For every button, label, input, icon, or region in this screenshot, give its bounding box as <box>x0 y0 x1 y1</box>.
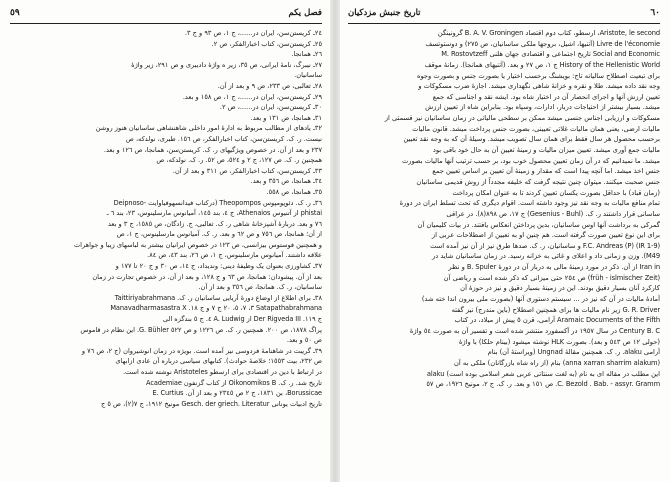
text-line: ٢٥ـ کریستن‌سن، کتاب اخبارالفکر، ص ٢. <box>211 39 322 48</box>
text-line: ٣٢ـ یادهای از مطالب مربوط به ادارهٔ امور داخلی شاهنشاهی ساسانیان هنوز روشن <box>95 124 322 133</box>
right-header-rule <box>348 23 660 24</box>
text-line: ٣٥ـ همانجا، ص ٥٥٨. <box>266 187 322 196</box>
text-line: ٢٩ـ کریستن‌سن، ایران در......، ج ١، ص ١٥٨ و بعد. <box>182 92 322 101</box>
text-line: History of the Hellenistic World ج ١، ص ٢٧ و بعد. (آتنیهای همانجا). زمانهٔ موقف <box>424 60 660 69</box>
text-line: ٣٦ـ ر. ک. دئوپومپوس Theopompos (درکتاب فیدانسهوفیاوایت -Deipnoso <box>113 198 322 207</box>
text-line: برحسب محصول هر سال فقط برای همان سال تصویب میشد. وسیلهٔ آن که به وجه نقد تعیین <box>403 135 660 144</box>
text-line: ساسانیان. <box>294 71 322 80</box>
text-line: تعیین ارزش آنها و اجرای انحصار آن در اختیار شاه بود. ایشه نقد و اجناسی که جمع <box>432 92 660 101</box>
text-line: تاریخ ادبیات یونانی Gesch. der griech. Literatur مونیخ ١٩١٢، ج ٧(٢)، ص ٥ ج <box>101 399 322 408</box>
text-line: ٣٠ـ کریستن‌سن، ایران در......، ص ٢. <box>219 103 322 112</box>
text-line: Livre de l'économie (آتنیها، اشیل، بروجها ملکی ساسانیان، ص ٢٧٥) و دوستوتسف <box>425 39 660 48</box>
text-line: از آن؛ همانجا، ص ٧٥٦ و ص ٦٢ و بعد. ر. ک. آمیانوس مارسلینوس، ج ١، ص <box>116 230 322 239</box>
text-line: آمادهٔ مالیات در آن که نیز در ... سیستم دستوری آنها (بصورت ملی بیرون اندا خته شد) <box>421 295 660 304</box>
right-page <box>340 0 670 482</box>
text-line: تمام منافع مالیات به وجه نقد نیز وجود داشته است. اقوام دیگری که تحت تسلط ایران در دورهٔ <box>399 199 660 208</box>
text-line: علاقه داشتند. آمیانوس مارسلینوس، ج ١، ص ٢٦، بند ٤٣، ص ٨٤. <box>147 251 322 260</box>
text-line: بعد از آن. پیشودان: همانجا، ص ٦٣ و ج ١٢٨، و بعد از آن. در خصوص تجارت در زمان <box>92 272 322 281</box>
text-line: ٧٦ و بعد. دربارهٔ آشپزخانهٔ شاهی ر. ک. ثعالبی، ج. زادگان، ص ١٥٨٥، ج ٣ و بعد <box>107 219 322 228</box>
text-line: در ارتباط با دین در اقتصادی برای ارسطو Aristoteles نوشته شده است. <box>122 368 322 376</box>
left-page-number: ٥٩ <box>10 8 20 18</box>
text-line: آرامی alaku. ر. ک. همچنین مقالهٔ Ungnad (ویراستهٔ آن) بنام <box>487 348 660 357</box>
text-line: ٢٤ـ کریستن‌سن، ایران در......، ج ١، ص ٩٣ و ج ٣. <box>184 29 322 37</box>
text-line: برای تبعیت اصطلاح سالیانه تاج: بویشنگ برحسب اختیار یا بصورت جنس و بصورت وجوه <box>416 71 660 80</box>
text-line: میشد. بسیار بیشتر از احتیاجات دربار، ادارات، وسپاه بود. بنابراین شاه از تعیین ارزش <box>425 103 660 112</box>
text-line: نیست. ر. ک. کریستن‌سن، کتاب اخبارالفکر، ص ١٥٦. طبری، نولدکه، ص <box>125 134 322 143</box>
text-line: Satapathabrahmana ٣، ٧، ٥، ٢٠ ج ٧ و ج ١٨. Manavadharmasastra X <box>110 304 322 313</box>
right-page-header <box>348 6 660 20</box>
left-running-head: فصل یکم <box>288 8 322 18</box>
text-line: مسکوکات و ارزیابی اجناس جنسی میشد ممکن بر سطحی مالیاتی در زمان ساسانیان نیز قسمتی از <box>384 114 660 123</box>
text-line: Century B. C در سال ١٩٥٧ در آکسفورد منتشر شده است و تفسیر آن به صورت ٥٤ واژهٔ <box>409 326 660 335</box>
text-line: Borussicae، بن ١٨٣١، ج ٢ ص ٢٣٤٥ و بعد از آن. E. Curtius <box>152 389 322 398</box>
text-line: مالیات جمع آوری میشد. تعیین میزان مالیات و زمینهٔ تعیین آن به حال خود باقی بود <box>432 146 660 155</box>
text-line: کارکرد آنان بسیار دقیق بودند. این در زمینهٔ بسیار دقیق و نیز در حوزهٔ آن <box>460 284 660 293</box>
text-line: ٣٩ـ گریبت در شاهنامهٔ فردوسی نیز آمده است. بویژه در زمان انوشیروان (ج ٢، ص ٧٦ و <box>81 346 322 355</box>
text-line: گمرکی به برداشت آنها اوس ساسانیان، بدین پرداختن انعکاس یافتند. در بیات کلیمیان آن <box>417 220 660 229</box>
text-line: جنس اخذ میشد. اما آنچه پیدا است که مقدار و زمینهٔ آن تعیین بر اساس تعیین جمع <box>432 167 660 176</box>
text-line: (anna xarran sharrim alakum) بنام (از راه شاه بازرگانان) ملکی به آن <box>454 358 660 367</box>
text-line: ج ١١٩. Der Rigveda III از A. Ludwig ٤. ج ٥ بندگزه الی <box>162 315 322 324</box>
text-line: جنس صحبت میکنند. میتوان چنین نتیجه گرفت که خلیفه مجدداً از روش قدیمی ساسانیان <box>416 177 660 186</box>
text-line: ساسانیان، ر. ک. همانجا، ص ٣٥٦ و بعد از آن. <box>198 283 322 292</box>
text-line: میشد. ما نمیدانیم که در آن زمان تعیین محصول خوب بود، بر حسب ترتیب آنها مالیات بصورت <box>401 156 660 165</box>
text-line: ٣٨ـ برای اطلاع از اوضاع دورهٔ آریایی ساسانیان ر. ک. Taittiriyabrahmana <box>114 293 322 302</box>
text-line: (früh - islmischer Zeit) ص ٢٥٤ حتی میزانی که ذکر شده است و ریاضی آن <box>443 273 660 282</box>
text-line: Social and Economic تاریخ اجتماعی و اقتصادی جهان هلنی M. Rostovtzeff <box>441 50 660 59</box>
text-line: تاریخ شد. ر. ک. Oikonomikos B از کتاب گزنفون Academiae <box>146 378 322 387</box>
text-line: ٣٣ـ کریستن‌سن، کتاب اخبارالفکر، ص ٣١١ و بعد از آن. <box>172 166 322 175</box>
text-line: برای این نوع تعیین صورت گرفته است. هم چنین او به تعیین از اصطلاحات عربی از <box>431 231 660 240</box>
text-line: وجه نقد داده میشد. طلا و نقره و خزانهٔ شاهی نگهداری میشد. اجازهٔ ضرب مسکوکات و <box>418 82 660 91</box>
text-line: و همچنین فوستوس بیزانسی، ص ١٢٣ در خصوص ایرانیان بیشتر به لباسهای زیبا و جواهرات <box>73 240 322 249</box>
right-running-head: تاریخ جنبش مزدکیان <box>348 8 421 18</box>
text-line: پراگ ١٨٧٨، ص ٢٠٠. همچنین ر. ک. ص ١٢٢٦ و ص ٥٢٢ G. Bühler. این نظام در قاموس <box>80 325 322 334</box>
text-line: ٣١ـ همانجا، ص ١٣١ و بعد. <box>250 113 322 122</box>
left-page-body <box>10 28 322 409</box>
text-line: ٢٨ـ ثعالبی، ص ٢٣٣، ص ٩ و بعد از آن. <box>217 81 322 90</box>
left-header-rule <box>10 23 322 24</box>
book-gutter <box>330 0 340 482</box>
left-page <box>0 0 330 482</box>
text-line: Aramaic Documents of the Fifth آرامی، قرن ٥ پیش از میلاد، در کتاب <box>454 316 660 325</box>
text-line: این مطلب در مقاله ای به نام (به لغت سنتاتی عربی شعر اسلامی بوده است) alaku <box>426 369 660 378</box>
text-line: Aristote, le second، ارسطو، کتاب دوم اقتصاد B. A. V. Groningen گرونینگن <box>437 29 660 37</box>
text-line: G. R. Driver زیر نام مالیات ها برای همچنین اصطلاح (باین مندرج) نیز گفته <box>451 305 660 314</box>
text-line: ٢٣٧ و بعد از آن. در خصوص ویژگیهای ر. ک. کریستن‌سن، همانجا، ص ١٢٦ و بعد. <box>103 145 322 154</box>
text-line: ٣٧ـ کشاورزی بعنوان یک وظیفهٔ دینی: وندیداد، ج ١٤، ص ٣٠ و ج ٢٠ تا ١٧٧ و <box>115 262 322 271</box>
text-line: ساسانی قرار داشتند ر. ک. (Gesenius - Buhl) ج ١٧، ص ٨٩٨(٨). در عراقی <box>446 209 660 218</box>
text-line: همچنین ر. ک. ص ١٢٧، ج ٢ و ٥٢٤، ص ٥٢. ر. ک. نولدکه، ص <box>156 156 322 165</box>
text-line: (حولی ١٢ ص ٥٤٣ و بعد). بصورت HLK نوشته میشود (بینام حلکا) با واژهٔ <box>458 337 660 346</box>
right-page-body <box>348 28 660 390</box>
text-line: phistai از آتنیوس Athenaios، ج ٤، بند ١٤٥، آمیانوس مارسلینوس، ٢٣، بند ٦ ـ <box>106 209 322 218</box>
text-line: (IR 1-9) F.C. Andreas (P) و ساسانیان، ر. ک. صدها طرق نیز از آن نیز آمده است <box>430 241 660 250</box>
right-page-number: ٦٠ <box>650 8 660 18</box>
left-page-header <box>10 6 322 20</box>
text-line: M49). وزن و زمانی داد و اعلای و غاثی به خزانه رسید. در زمان ساسانیان شاید در <box>432 252 660 261</box>
text-line: C. Bezold . Bab. - assyr. Gramm. ص ١٥١ و بعد. ر. ک. ج ٢، مونیخ ١٩٢٦، ص ٥٧ <box>426 380 660 389</box>
text-line: ص ٢٣٢، بیت ١٥٥٣؛ خلاصهٔ حوادث). کتابهای سیاسی درباره آن عادی ازابهای <box>115 357 322 366</box>
text-line: ٣٤ـ همانجا، ص ٣٥٦ و بعد. <box>250 177 322 186</box>
text-line: ٢٦ـ همانجا. <box>291 50 322 59</box>
text-line: (زمان قباد) با حداقل بصورت یکسان تعیین کردند تا به عنوان امکان پرداخت <box>452 188 660 197</box>
text-line: ٢٧ـ نیبرگ، نامهٔ ایرانی، ص ٣٥، زیر ه واژهٔ دادیبری و ص ٢٩١، زیر واژهٔ <box>131 60 322 69</box>
text-line: مالیات ارضی، یعنی همان مالیات غلاتی تعیینی، بصورت جنس پرداخت میشد. قانون مالیات <box>412 124 660 133</box>
text-line: ص ٥٠ و بعد. <box>286 336 322 345</box>
text-line: Iran in از آن. ذکر در مورد زمینهٔ مالی به دربار آن در دورهٔ B. Spuler و نظر <box>448 263 660 272</box>
